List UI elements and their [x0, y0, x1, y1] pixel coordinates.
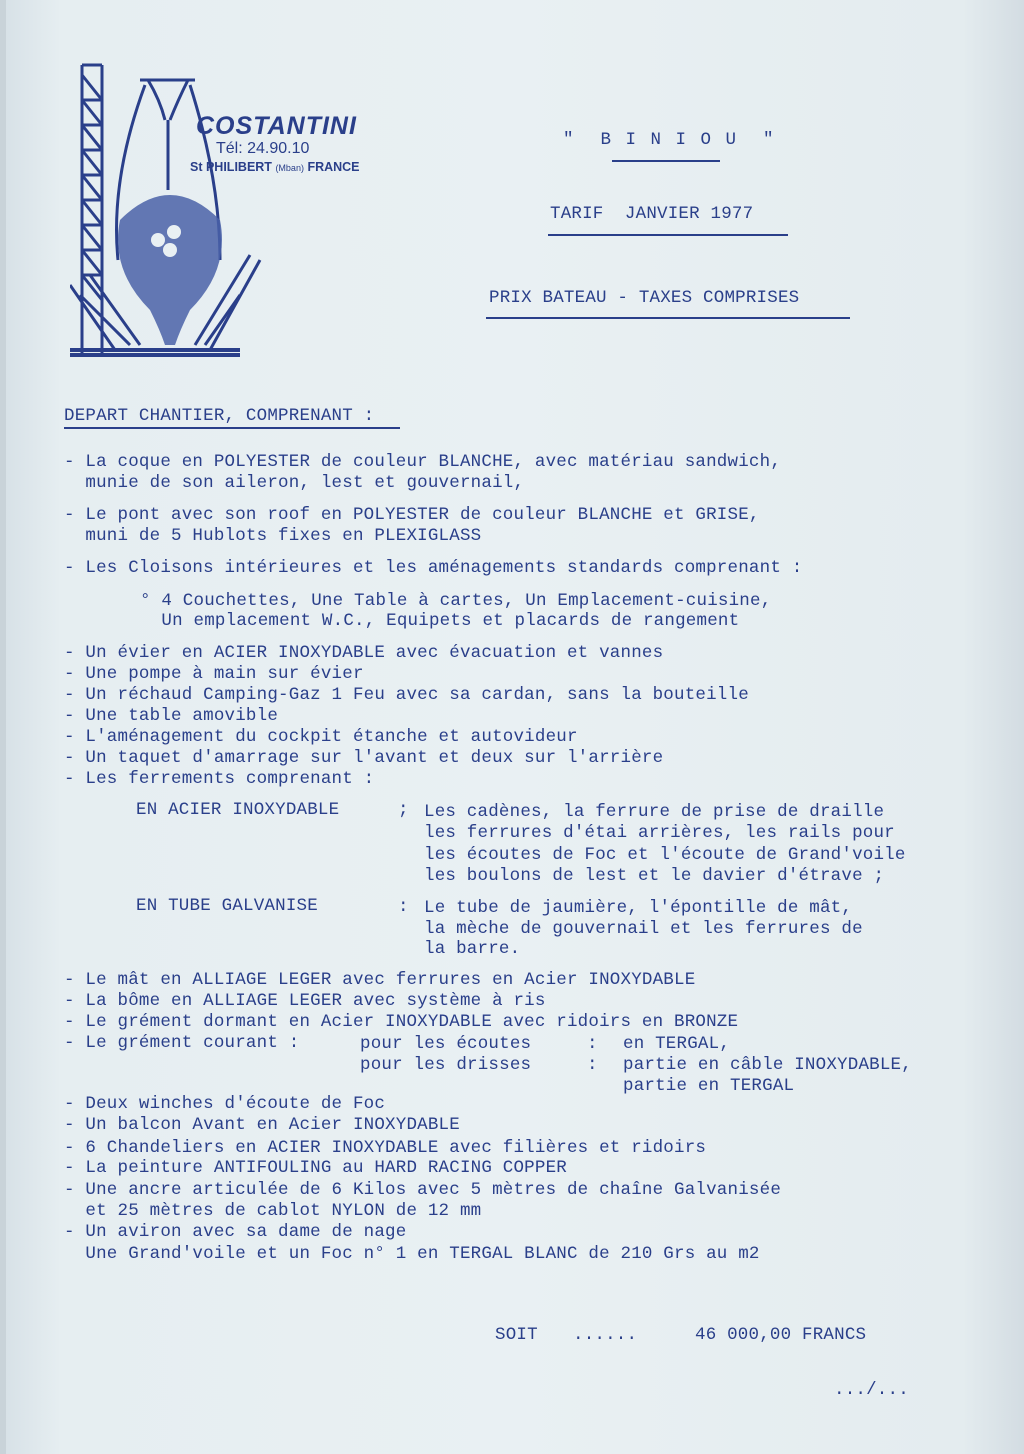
page-edge: [0, 0, 6, 1454]
grement-sep-1: :: [587, 1034, 598, 1054]
item-taquet: - Un taquet d'amarrage sur l'avant et deux sur l'arrière: [64, 748, 664, 768]
item-grement-courant: - Le grément courant :: [64, 1033, 300, 1053]
company-phone: Tél: 24.90.10: [216, 140, 310, 157]
item-bome: - La bôme en ALLIAGE LEGER avec système à ris: [64, 991, 546, 1011]
galva-separator: :: [398, 897, 409, 917]
address-town: St PHILIBERT: [190, 160, 272, 174]
sub-item-line-1: ° 4 Couchettes, Une Table à cartes, Un Emplacement-cuisine,: [140, 591, 772, 611]
grement-drisses: pour les drisses: [360, 1055, 532, 1075]
company-name: COSTANTINI: [196, 112, 357, 140]
grement-ecoutes: pour les écoutes: [360, 1034, 532, 1054]
grement-sep-2: :: [587, 1055, 598, 1075]
item-coque-line-1: - La coque en POLYESTER de couleur BLANCHE, avec matériau sandwich,: [64, 452, 782, 472]
item-cloisons: - Les Cloisons intérieures et les aménagements standards comprenant :: [64, 558, 803, 578]
item-ancre-line-2: et 25 mètres de cablot NYLON de 12 mm: [64, 1201, 482, 1221]
shipyard-logo-icon: [70, 60, 380, 370]
item-coque-line-2: munie de son aileron, lest et gouvernail,: [64, 473, 525, 493]
inox-line-4: les boulons de lest et le davier d'étrave ;: [424, 866, 885, 886]
tarif-underline: [548, 234, 788, 236]
grement-cable: partie en câble INOXYDABLE,: [623, 1055, 912, 1075]
item-grement-dormant: - Le grément dormant en Acier INOXYDABLE avec ridoirs en BRONZE: [64, 1012, 739, 1032]
address-country: FRANCE: [307, 160, 360, 174]
inox-line-2: les ferrures d'étai arrières, les rails pour: [424, 823, 895, 843]
inox-separator: ;: [398, 800, 409, 820]
item-table: - Une table amovible: [64, 706, 279, 726]
boat-name: " B I N I O U ": [563, 130, 776, 150]
section-title-underline: [64, 427, 400, 429]
galva-line-1: Le tube de jaumière, l'épontille de mât,: [424, 898, 853, 918]
prix-underline: [486, 317, 850, 319]
galva-label: EN TUBE GALVANISE: [136, 896, 318, 916]
item-balcon: - Un balcon Avant en Acier INOXYDABLE: [64, 1115, 460, 1135]
item-pompe: - Une pompe à main sur évier: [64, 664, 364, 684]
item-aviron: - Un aviron avec sa dame de nage: [64, 1222, 407, 1242]
item-mat: - Le mât en ALLIAGE LEGER avec ferrures en Acier INOXYDABLE: [64, 970, 696, 990]
tarif-heading: TARIF JANVIER 1977: [550, 204, 754, 224]
inox-line-3: les écoutes de Foc et l'écoute de Grand'voile: [424, 845, 906, 865]
item-chandeliers: - 6 Chandeliers en ACIER INOXYDABLE avec filières et ridoirs: [64, 1138, 707, 1158]
prix-heading: PRIX BATEAU - TAXES COMPRISES: [489, 288, 800, 308]
inox-line-1: Les cadènes, la ferrure de prise de draille: [424, 802, 885, 822]
grement-tergal-2: partie en TERGAL: [623, 1076, 795, 1096]
address-dept: (Mban): [275, 163, 304, 173]
item-cockpit: - L'aménagement du cockpit étanche et autovideur: [64, 727, 578, 747]
item-evier: - Un évier en ACIER INOXYDABLE avec évacuation et vannes: [64, 643, 664, 663]
item-pont-line-1: - Le pont avec son roof en POLYESTER de couleur BLANCHE et GRISE,: [64, 505, 760, 525]
total-dots: ......: [573, 1325, 638, 1345]
item-voile: Une Grand'voile et un Foc n° 1 en TERGAL BLANC de 210 Grs au m2: [64, 1244, 760, 1264]
galva-line-2: la mèche de gouvernail et les ferrures de: [424, 919, 863, 939]
total-label: SOIT: [495, 1325, 538, 1345]
item-winches: - Deux winches d'écoute de Foc: [64, 1094, 386, 1114]
item-peinture: - La peinture ANTIFOULING au HARD RACING COPPER: [64, 1158, 567, 1178]
total-amount: 46 000,00 FRANCS: [695, 1325, 867, 1345]
item-pont-line-2: muni de 5 Hublots fixes en PLEXIGLASS: [64, 526, 482, 546]
section-title: DEPART CHANTIER, COMPRENANT :: [64, 406, 375, 426]
grement-tergal: en TERGAL,: [623, 1034, 731, 1054]
company-address: [190, 160, 360, 174]
item-ferrements: - Les ferrements comprenant :: [64, 769, 375, 789]
continuation-mark: .../...: [834, 1380, 909, 1400]
sub-item-line-2: Un emplacement W.C., Equipets et placards de rangement: [140, 611, 740, 631]
inox-label: EN ACIER INOXYDABLE: [136, 800, 340, 820]
item-ancre-line-1: - Une ancre articulée de 6 Kilos avec 5 mètres de chaîne Galvanisée: [64, 1180, 782, 1200]
galva-line-3: la barre.: [424, 939, 521, 959]
boat-name-underline: [612, 160, 720, 162]
item-rechaud: - Un réchaud Camping-Gaz 1 Feu avec sa cardan, sans la bouteille: [64, 685, 749, 705]
